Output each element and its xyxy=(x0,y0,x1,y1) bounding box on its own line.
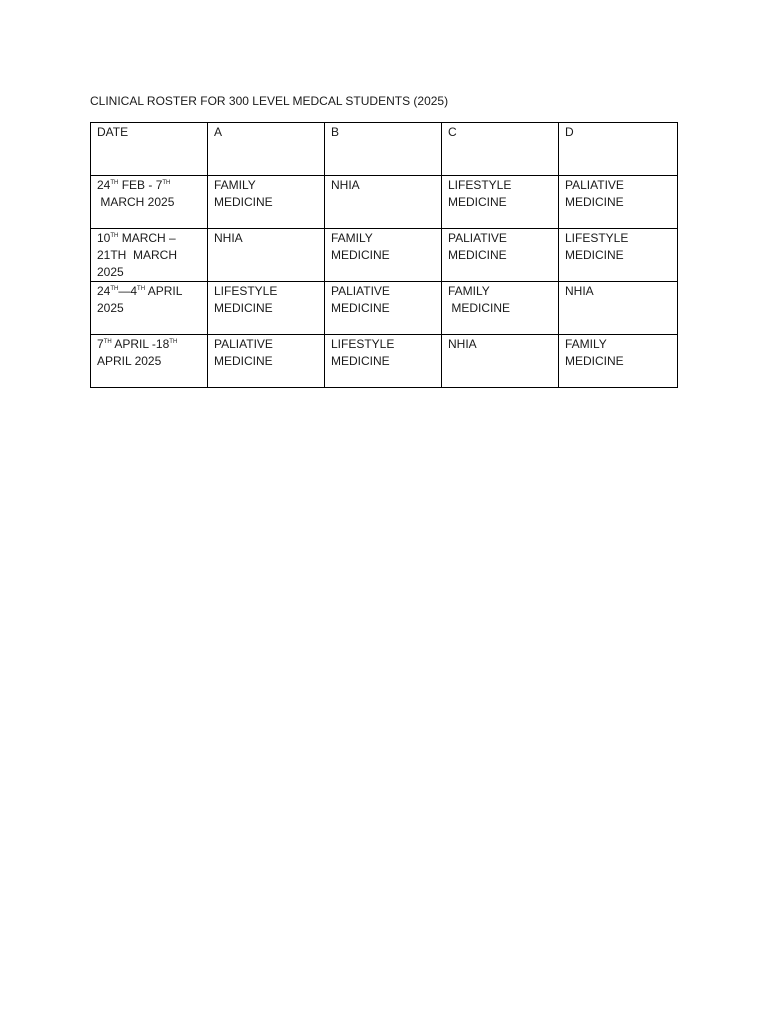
table-row xyxy=(91,176,678,229)
cell-text: LIFESTYLE xyxy=(448,178,512,192)
table-row xyxy=(91,282,678,335)
cell-text: LIFESTYLE xyxy=(214,284,278,298)
cell-text: MEDICINE xyxy=(331,354,390,368)
cell-text: MEDICINE xyxy=(565,248,624,262)
cell-text: PALIATIVE xyxy=(214,337,273,351)
cell-text: FAMILY xyxy=(565,337,607,351)
rotation-cell xyxy=(442,335,559,388)
cell-text: MEDICINE xyxy=(448,301,511,315)
cell-text: MEDICINE xyxy=(565,354,624,368)
header-date: DATE xyxy=(91,123,208,176)
cell-text: MEDICINE xyxy=(214,354,273,368)
rotation-cell xyxy=(325,176,442,229)
date-line: APRIL 2025 xyxy=(97,354,162,368)
cell-text: NHIA xyxy=(448,337,477,351)
cell-text: LIFESTYLE xyxy=(565,231,629,245)
cell-text: PALIATIVE xyxy=(565,178,624,192)
rotation-cell xyxy=(559,335,678,388)
date-cell xyxy=(91,335,208,388)
cell-text: LIFESTYLE xyxy=(331,337,395,351)
cell-text: PALIATIVE xyxy=(331,284,390,298)
header-group-b: B xyxy=(325,123,442,176)
rotation-cell xyxy=(325,229,442,282)
rotation-cell xyxy=(442,176,559,229)
rotation-cell xyxy=(208,335,325,388)
table-row xyxy=(91,335,678,388)
cell-text: NHIA xyxy=(331,178,360,192)
cell-text: NHIA xyxy=(565,284,594,298)
rotation-cell xyxy=(442,229,559,282)
rotation-cell xyxy=(208,229,325,282)
date-line: 10TH MARCH – xyxy=(97,231,176,245)
rotation-cell xyxy=(442,282,559,335)
cell-text: MEDICINE xyxy=(331,248,390,262)
cell-text: FAMILY xyxy=(214,178,256,192)
roster-table xyxy=(90,122,678,388)
cell-text: PALIATIVE xyxy=(448,231,507,245)
header-group-a: A xyxy=(208,123,325,176)
rotation-cell xyxy=(208,282,325,335)
rotation-cell xyxy=(559,282,678,335)
header-group-d: D xyxy=(559,123,678,176)
cell-text: MEDICINE xyxy=(214,195,273,209)
cell-text: MEDICINE xyxy=(214,301,273,315)
rotation-cell xyxy=(325,282,442,335)
date-line: MARCH 2025 xyxy=(97,195,175,209)
table-header-row xyxy=(91,123,678,176)
date-line: 24TH—4TH APRIL xyxy=(97,284,183,298)
date-line: 24TH FEB - 7TH xyxy=(97,178,171,192)
rotation-cell xyxy=(559,229,678,282)
table-row xyxy=(91,229,678,282)
cell-text: MEDICINE xyxy=(448,248,507,262)
date-line: 7TH APRIL -18TH xyxy=(97,337,178,351)
rotation-cell xyxy=(559,176,678,229)
cell-text: FAMILY xyxy=(448,284,490,298)
header-group-c: C xyxy=(442,123,559,176)
date-cell xyxy=(91,176,208,229)
date-cell xyxy=(91,282,208,335)
cell-text: MEDICINE xyxy=(331,301,390,315)
cell-text: NHIA xyxy=(214,231,243,245)
cell-text: MEDICINE xyxy=(565,195,624,209)
date-cell xyxy=(91,229,208,282)
rotation-cell xyxy=(325,335,442,388)
date-line: 2025 xyxy=(97,265,124,279)
cell-text: MEDICINE xyxy=(448,195,507,209)
rotation-cell xyxy=(208,176,325,229)
date-line: 21TH MARCH xyxy=(97,248,178,262)
cell-text: FAMILY xyxy=(331,231,373,245)
date-line: 2025 xyxy=(97,301,124,315)
page-title: CLINICAL ROSTER FOR 300 LEVEL MEDCAL STUDENTS (2025) xyxy=(90,94,449,108)
